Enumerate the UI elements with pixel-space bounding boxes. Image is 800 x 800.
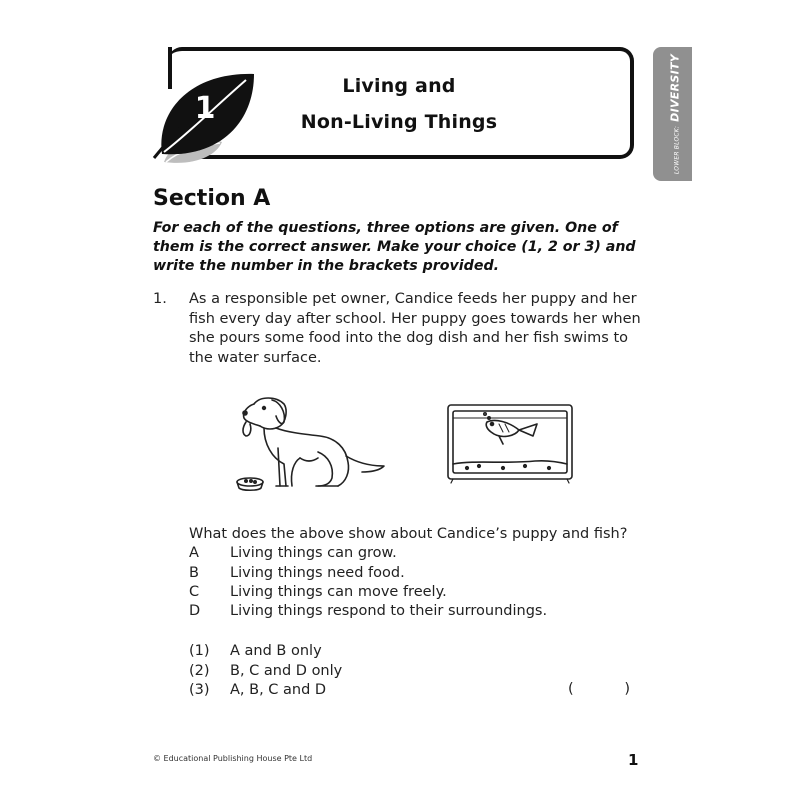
statement-text: Living things can grow.: [230, 545, 397, 561]
question-stem-line: As a responsible pet owner, Candice feeds her puppy and her: [189, 291, 637, 307]
section-heading: Section A: [153, 186, 271, 211]
side-tab: [653, 47, 692, 181]
statement-letter: C: [189, 584, 200, 600]
question-stem-line: she pours some food into the dog dish and her fish swims to: [189, 330, 629, 346]
puppy-illustration: [232, 392, 392, 492]
answer-option-number: (1): [189, 643, 210, 659]
answer-option-number: (2): [189, 663, 210, 679]
footer-copyright: © Educational Publishing House Pte Ltd: [153, 754, 313, 763]
question-number: 1.: [153, 291, 167, 307]
statement-text: Living things respond to their surroundings.: [230, 603, 548, 619]
question-prompt: What does the above show about Candice’s puppy and fish?: [189, 526, 628, 542]
answer-bracket[interactable]: ( ): [568, 681, 631, 697]
statement-letter: A: [189, 545, 199, 561]
fish-tank-illustration: [445, 402, 575, 484]
chapter-number: 1: [194, 91, 216, 126]
statement-text: Living things need food.: [230, 565, 405, 581]
chapter-title-line-2: Non-Living Things: [300, 111, 498, 133]
chapter-number-leaf-icon: [150, 62, 260, 172]
answer-option-number: (3): [189, 682, 210, 698]
page-number: 1: [628, 751, 639, 769]
side-tab-small-text: LOWER BLOCK:: [673, 125, 680, 175]
section-instructions: For each of the questions, three options are given. One of them is the correct answer. Make your choice (1, 2 or 3) and write the number in the brackets provided.: [153, 220, 636, 274]
question-stem-line: fish every day after school. Her puppy goes towards her when: [189, 310, 641, 327]
statement-letter: B: [189, 565, 199, 581]
statement-letter: D: [189, 603, 201, 619]
answer-option-text: A, B, C and D: [230, 682, 327, 698]
question-stem-line: the water surface.: [189, 349, 322, 366]
side-tab-big-text: DIVERSITY: [668, 53, 681, 122]
chapter-title-line-1: Living and: [342, 75, 456, 97]
answer-option-text: B, C and D only: [230, 663, 343, 679]
statement-text: Living things can move freely.: [230, 584, 447, 600]
question-stem: [189, 290, 649, 368]
answer-option-text: A and B only: [230, 643, 322, 659]
